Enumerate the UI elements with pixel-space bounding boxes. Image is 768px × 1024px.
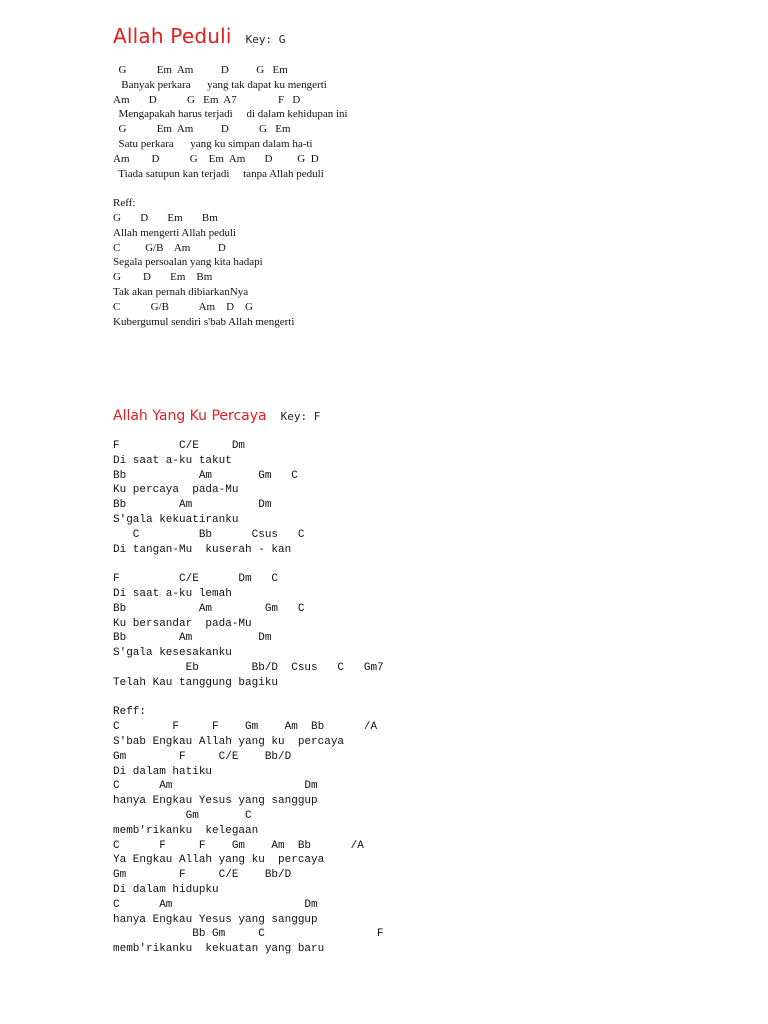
song-line: Bb Am Gm C xyxy=(113,469,298,482)
song-line: C G/B Am D G xyxy=(113,300,253,313)
song-line: Bb Am Gm C xyxy=(113,602,305,615)
song-line: Di saat a-ku lemah xyxy=(113,587,232,600)
song-line: Tiada satupun kan terjadi tanpa Allah peduli xyxy=(113,167,324,180)
song-line: Gm F C/E Bb/D xyxy=(113,869,292,882)
song-line: Reff: xyxy=(113,706,147,719)
song-line: Segala persoalan yang kita hadapi xyxy=(113,256,263,269)
song-allah-peduli xyxy=(113,24,348,329)
song-line: Gm F C/E Bb/D xyxy=(113,750,292,763)
song-line: Di tangan-Mu kuserah - kan xyxy=(113,543,292,556)
song-line: G D Em Bm xyxy=(113,211,218,224)
song-line: Bb Am Dm xyxy=(113,499,272,512)
song-line: C Am Dm xyxy=(113,780,318,793)
song-line: F C/E Dm C xyxy=(113,573,279,586)
song-line: Gm C xyxy=(113,809,252,822)
song-line: Tak akan pernah dibiarkanNya xyxy=(113,285,249,298)
song-line: S'gala kesesakanku xyxy=(113,647,232,660)
song-line: Allah mengerti Allah peduli xyxy=(113,226,237,239)
song-line: Di dalam hidupku xyxy=(113,883,219,896)
song-line: G Em Am D G Em xyxy=(113,64,288,76)
song-line: Ku bersandar pada-Mu xyxy=(113,617,252,630)
song-key: Key: F xyxy=(280,410,321,423)
song-header xyxy=(113,24,348,48)
song-line: Satu perkara yang ku simpan dalam ha-ti xyxy=(113,137,313,150)
song-line xyxy=(113,181,348,196)
song-lyrics-chords xyxy=(113,63,348,329)
song-line: G D Em Bm xyxy=(113,271,213,284)
song-line: C G/B Am D xyxy=(113,241,226,254)
song-line: Am D G Em Am D G D xyxy=(113,152,319,165)
song-line: Am D G Em A7 F D xyxy=(113,93,301,106)
song-line: Kubergumul sendiri s'bab Allah mengerti xyxy=(113,315,295,328)
song-title: Allah Peduli xyxy=(113,24,232,48)
song-line: hanya Engkau Yesus yang sanggup xyxy=(113,913,318,926)
song-line xyxy=(113,691,384,706)
song-line: Di saat a-ku takut xyxy=(113,454,232,467)
song-line: Ya Engkau Allah yang ku percaya xyxy=(113,854,325,867)
song-header xyxy=(113,408,384,424)
song-line: Reff: xyxy=(113,197,136,210)
song-allah-yang-ku-percaya xyxy=(113,408,384,957)
song-line: memb'rikanku kelegaan xyxy=(113,824,259,837)
song-line: C F F Gm Am Bb /A xyxy=(113,721,378,734)
song-line: Mengapakah harus terjadi di dalam kehidupan ini xyxy=(113,108,348,121)
song-line: Eb Bb/D Csus C Gm7 xyxy=(113,661,384,674)
song-line: memb'rikanku kekuatan yang baru xyxy=(113,943,325,956)
song-line: C Bb Csus C xyxy=(113,528,305,541)
song-line: S'gala kekuatiranku xyxy=(113,513,239,526)
song-line: Banyak perkara yang tak dapat ku mengerti xyxy=(113,78,327,91)
song-line: Bb Am Dm xyxy=(113,632,272,645)
song-line: F C/E Dm xyxy=(113,440,246,452)
song-key: Key: G xyxy=(245,33,286,46)
song-title: Allah Yang Ku Percaya xyxy=(113,408,267,424)
song-line: C Am Dm xyxy=(113,898,318,911)
song-line: hanya Engkau Yesus yang sanggup xyxy=(113,795,318,808)
song-lyrics-chords xyxy=(113,439,384,957)
song-line xyxy=(113,557,384,572)
song-line: Telah Kau tanggung bagiku xyxy=(113,676,279,689)
song-line: C F F Gm Am Bb /A xyxy=(113,839,364,852)
song-line: Ku percaya pada-Mu xyxy=(113,484,239,497)
song-line: G Em Am D G Em xyxy=(113,123,291,136)
song-line: Bb Gm C F xyxy=(113,928,384,941)
song-line: S'bab Engkau Allah yang ku percaya xyxy=(113,735,345,748)
song-line: Di dalam hatiku xyxy=(113,765,213,778)
